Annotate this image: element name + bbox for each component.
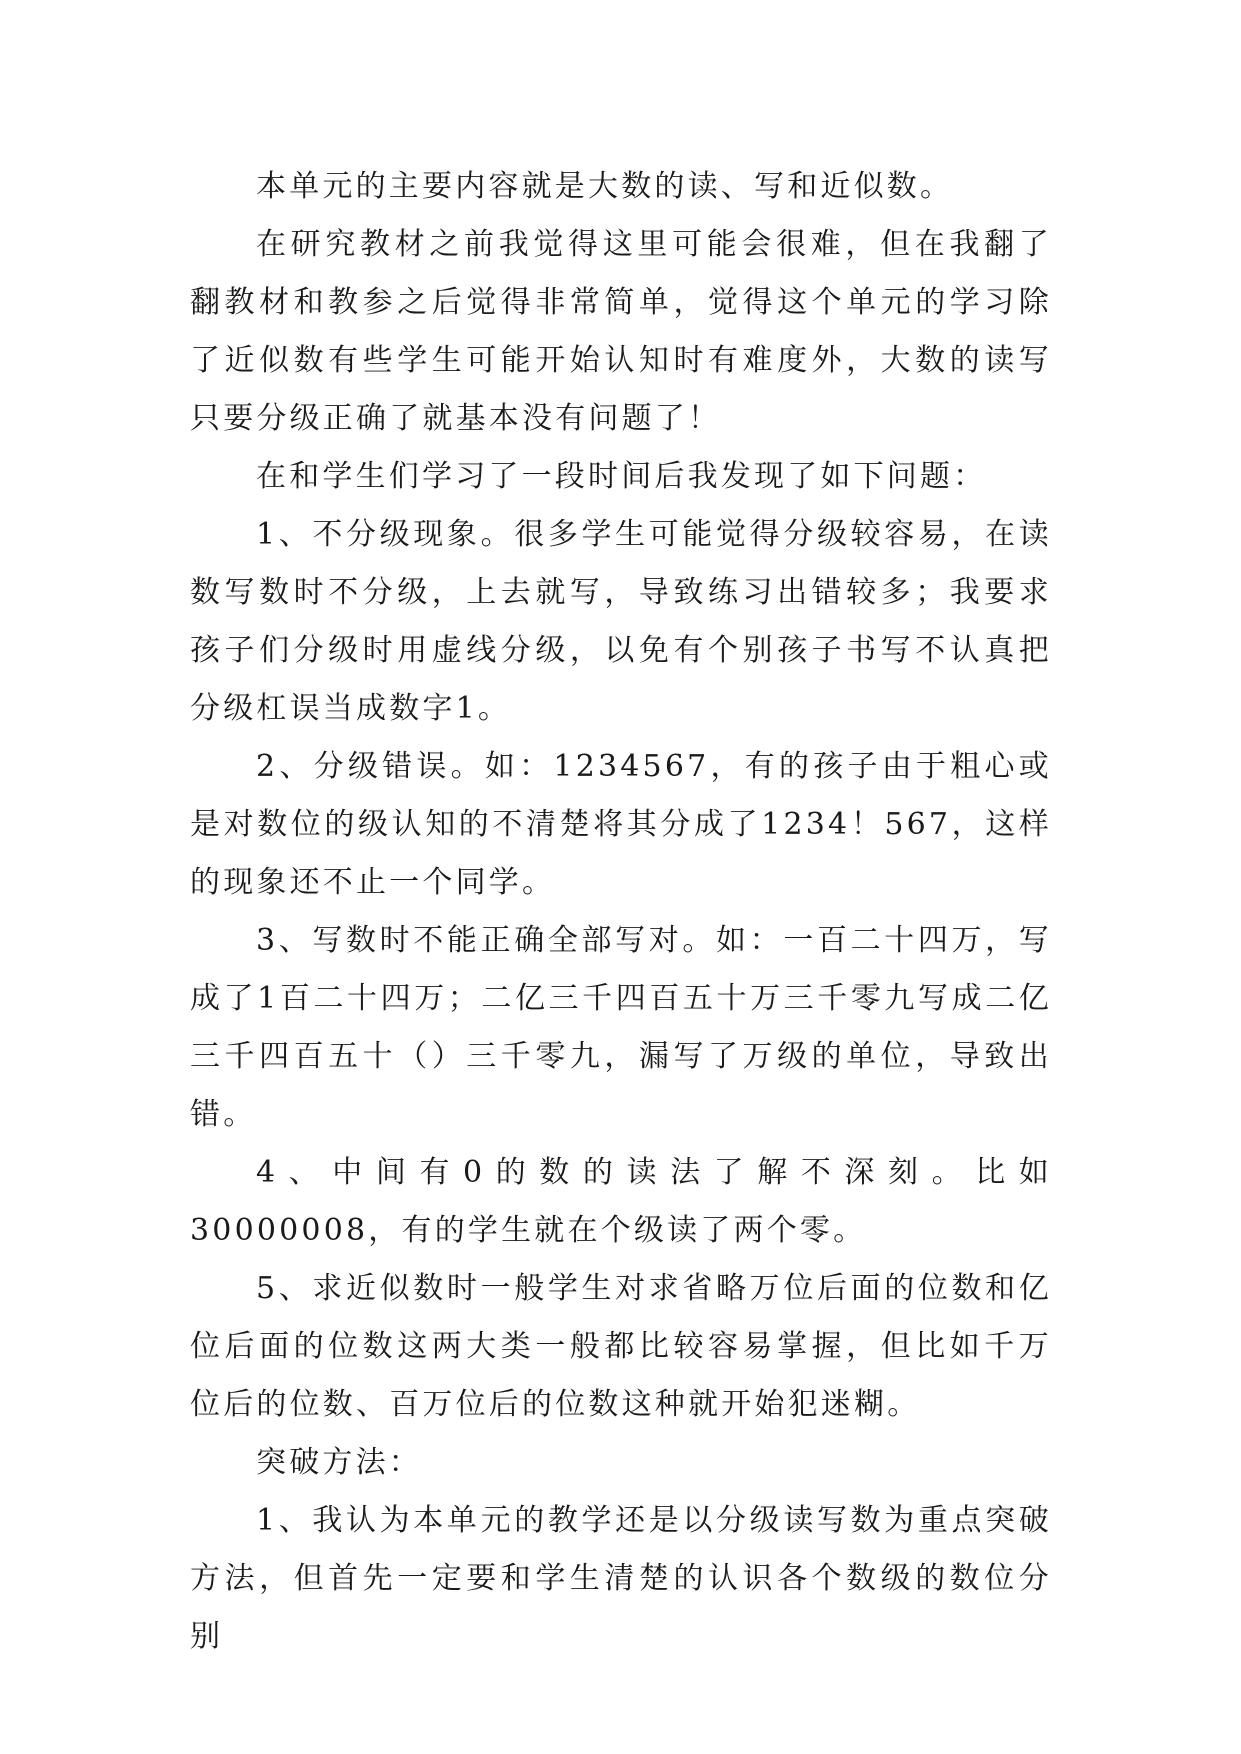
paragraph-intro: 本单元的主要内容就是大数的读、写和近似数。 <box>256 169 954 204</box>
paragraph-problem-5: 5、求近似数时一般学生对求省略万位后面的位数和亿位后面的位数这两大类一般都比较容易掌握，但比如千万位后的位数、百万位后的位数这种就开始犯迷糊。 <box>190 1271 1052 1422</box>
paragraph-problem-2: 2、分级错误。如：1234567，有的孩子由于粗心或是对数位的级认知的不清楚将其分成了1234！567，这样的现象还不止一个同学。 <box>190 749 1052 900</box>
document-body <box>190 158 1052 1666</box>
paragraph-problems-intro: 在和学生们学习了一段时间后我发现了如下问题： <box>256 459 987 494</box>
paragraph-problem-1: 1、不分级现象。很多学生可能觉得分级较容易，在读数写数时不分级，上去就写，导致练习出错较多；我要求孩子们分级时用虚线分级，以免有个别孩子书写不认真把分级杠误当成数字1。 <box>190 517 1052 726</box>
paragraph-textbook-study: 在研究教材之前我觉得这里可能会很难，但在我翻了翻教材和教参之后觉得非常简单，觉得这个单元的学习除了近似数有些学生可能开始认知时有难度外，大数的读写只要分级正确了就基本没有问题了！ <box>190 227 1052 436</box>
paragraph-problem-3: 3、写数时不能正确全部写对。如：一百二十四万，写成了1百二十四万；二亿三千四百五十万三千零九写成二亿三千四百五十（）三千零九，漏写了万级的单位，导致出错。 <box>190 923 1052 1132</box>
paragraph-solutions-heading: 突破方法： <box>256 1445 422 1480</box>
paragraph-problem-4: 4、中间有0的数的读法了解不深刻。比如30000008，有的学生就在个级读了两个零。 <box>190 1155 1052 1248</box>
paragraph-solution-1: 1、我认为本单元的教学还是以分级读写数为重点突破方法，但首先一定要和学生清楚的认识各个数级的数位分别 <box>190 1503 1052 1654</box>
